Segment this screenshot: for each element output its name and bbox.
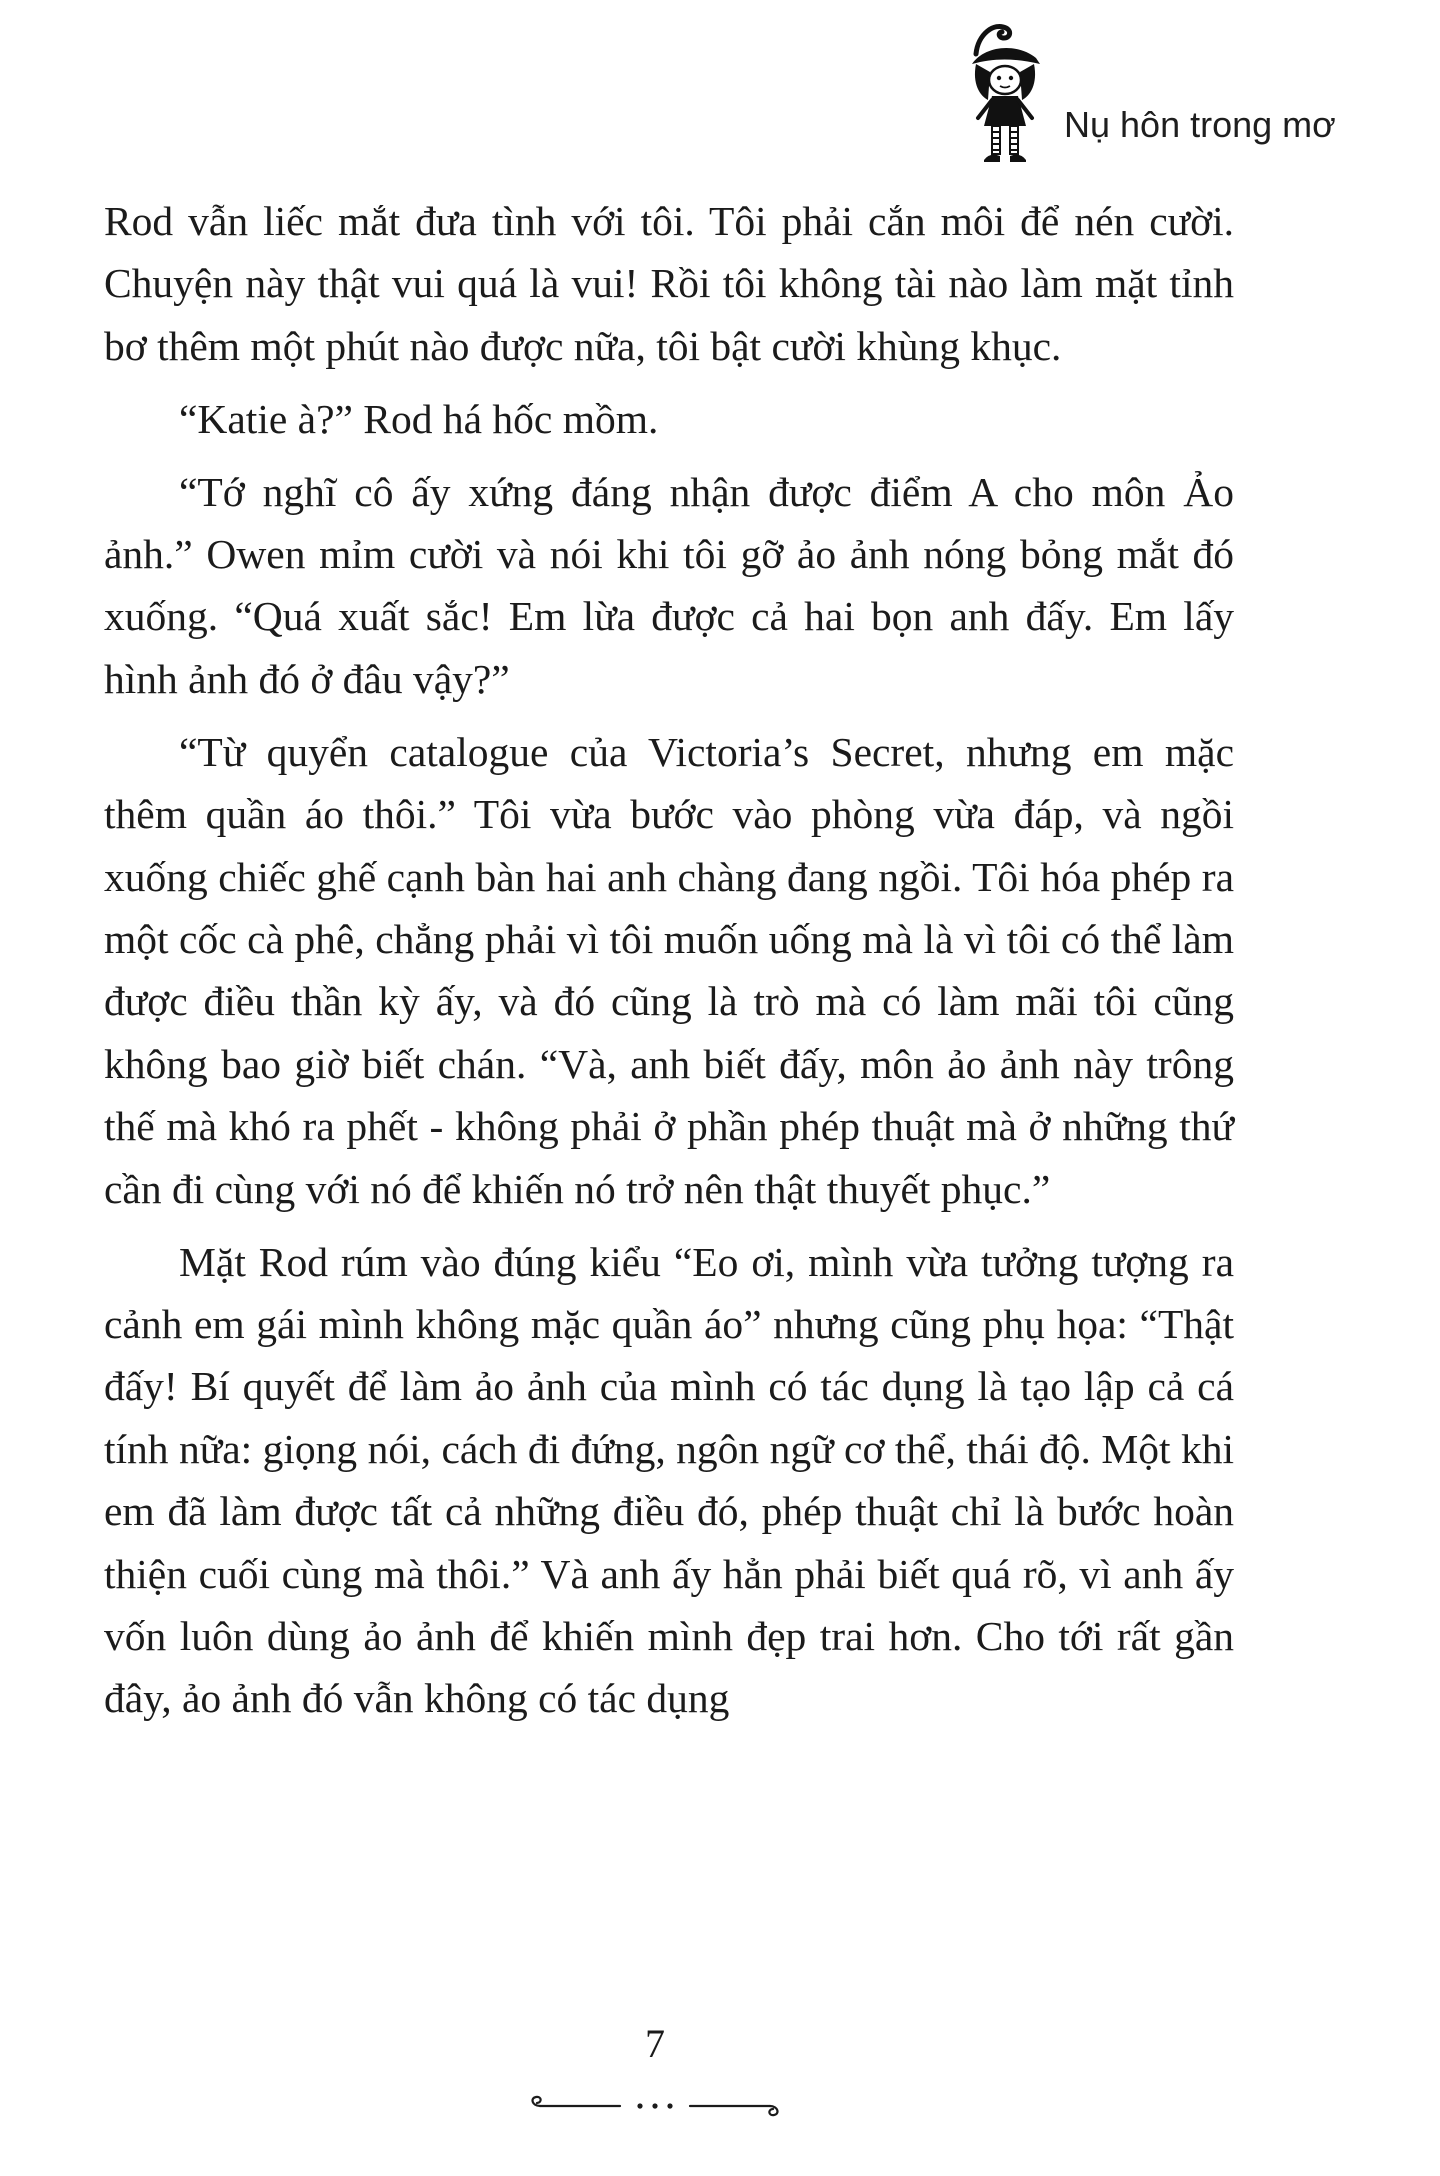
page-number: 7	[645, 2021, 665, 2066]
page-footer	[520, 2020, 790, 2130]
paragraph: “Từ quyển catalogue của Victoria’s Secret, nhưng em mặc thêm quần áo thôi.” Tôi vừa bước vào phòng vừa đáp, và ngồi xuống chiếc ghế cạnh bàn hai anh chàng đang ngồi. Tôi hóa phép ra một cốc cà phê, chẳng phải vì tôi muốn uống mà là vì tôi có thể làm được điều thần kỳ ấy, và đó cũng là trò mà có làm mãi tôi cũng không bao giờ biết chán. “Và, anh biết đấy, môn ảo ảnh này trông thế mà khó ra phết - không phải ở phần phép thuật mà ở những thứ cần đi cùng với nó để khiến nó trở nên thật thuyết phục.”	[104, 728, 1234, 1212]
paragraph: Mặt Rod rúm vào đúng kiểu “Eo ơi, mình vừa tưởng tượng ra cảnh em gái mình không mặc quần áo” nhưng cũng phụ họa: “Thật đấy! Bí quyết để làm ảo ảnh của mình có tác dụng là tạo lập cả cá tính nữa: giọng nói, cách đi đứng, ngôn ngữ cơ thể, thái độ. Một khi em đã làm được tất cả những điều đó, phép thuật chỉ là bước hoàn thiện cuối cùng mà thôi.” Và anh ấy hẳn phải biết quá rõ, vì anh ấy vốn luôn dùng ảo ảnh để khiến mình đẹp trai hơn. Cho tới rất gần đây, ảo ảnh đó vẫn không có tác dụng	[104, 1238, 1234, 1722]
running-header-title: Nụ hôn trong mơ	[1064, 104, 1336, 145]
running-header	[832, 14, 1336, 169]
paragraph: “Tớ nghĩ cô ấy xứng đáng nhận được điểm A cho môn Ảo ảnh.” Owen mỉm cười và nói khi tôi gỡ ảo ảnh nóng bỏng mắt đó xuống. “Quá xuất sắc! Em lừa được cả hai bọn anh đấy. Em lấy hình ảnh đó ở đâu vậy?”	[104, 468, 1234, 702]
swirl-divider-icon	[520, 2090, 790, 2120]
paragraph: “Katie à?” Rod há hốc mồm.	[179, 395, 659, 442]
fairy-girl-icon	[954, 14, 1054, 169]
body-text	[104, 190, 1234, 1730]
paragraph: Rod vẫn liếc mắt đưa tình với tôi. Tôi phải cắn môi để nén cười. Chuyện này thật vui quá là vui! Rồi tôi không tài nào làm mặt tỉnh bơ thêm một phút nào được nữa, tôi bật cười khùng khục.	[104, 198, 1234, 369]
